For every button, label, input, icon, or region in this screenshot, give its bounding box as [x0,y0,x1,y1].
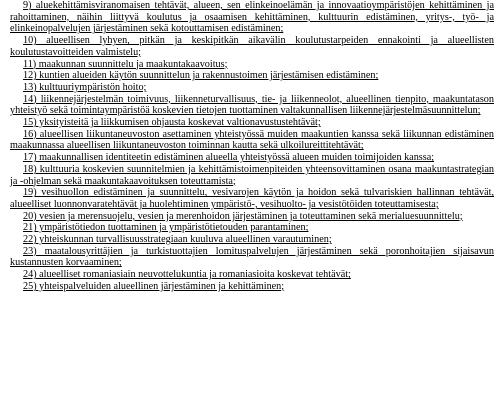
list-item: 9) aluekehittämisviranomaisen tehtävät, alueen, sen elinkeinoelämän ja innovaatioympäristöjen kehittäminen ja rahoittaminen, näihin liittyvä koulutus ja osaamisen kehittäminen, kulttuurin edistäminen, yritys-, työ- ja elinkeinopalvelujen järjestäminen sekä kotouttamisen edistäminen; [10,0,494,35]
list-item: 24) alueelliset romaniasiain neuvottelukuntia ja romaniasioita koskevat tehtävät; [23,269,351,281]
list-item: 11) maakunnan suunnittelu ja maakuntakaavoitus; [23,58,228,70]
list-item: 20) vesien ja merensuojelu, vesien ja merenhoidon järjestäminen ja toteuttaminen sekä merialuesuunnittelu; [23,210,463,222]
list-item: 22) yhteiskunnan turvallisuusstrategiaan kuuluva alueellinen varautuminen; [23,234,332,246]
list-item: 14) liikennejärjestelmän toimivuus, liikenneturvallisuus, tie- ja liikenneolot, alueellinen tienpito, maakuntatason yhteistyö sekä toimintaympäristöä koskevien tietojen tuottaminen valtakunnallisen liikennejärjestelmäsuunnittelun; [10,93,494,117]
list-item: 21) ympäristötiedon tuottaminen ja ympäristötietouden parantaminen; [23,222,309,234]
list-item: 10) alueellisen lyhyen, pitkän ja keskipitkän aikavälin koulutustarpeiden ennakointi ja alueellisten koulutustavoitteiden valmistelu; [10,35,494,58]
list-item: 12) kuntien alueiden käytön suunnittelun ja rakennustoimen järjestämisen edistäminen; [23,70,379,82]
list-item: 25) yhteispalveluiden alueellinen järjestäminen ja kehittäminen; [23,280,285,292]
list-item: 17) maakunnallisen identiteetin edistäminen alueella yhteistyössä alueen muiden toimijoiden kanssa; [23,152,435,164]
document-body [10,0,494,293]
list-item: 23) maatalousyrittäjien ja turkistuottajien lomituspalvelujen järjestäminen sekä poronhoitajien sijaisavun kustannusten korvaaminen; [10,245,494,269]
list-item: 16) alueellisen liikuntaneuvoston asettaminen yhteistyössä muiden maakuntien kanssa sekä liikunnan edistäminen maakunnassa alueellisen liikuntaneuvoston toiminnan kautta sekä ulkoilureittitehtävät; [10,128,494,152]
list-item: 13) kulttuuriympäristön hoito; [23,81,147,93]
list-item: 18) kulttuuria koskevien suunnitelmien ja kehittämistoimenpiteiden yhteensovittaminen osana maakuntastrategian ja -ohjelman sekä maakuntakaavoituksen toteuttamista; [10,163,494,187]
list-item: 15) yksityisteitä ja liikkumisen ohjausta koskevat valtionavustustehtävät; [23,117,321,129]
list-item: 19) vesihuollon edistäminen ja suunnittelu, vesivarojen käytön ja hoidon sekä tulvariskien hallinnan tehtävät, alueelliset luonnonvaratehtävät ja huolehtiminen ympäristö-, vesihuolto- ja vesistötöiden toteuttamisesta; [10,187,494,210]
